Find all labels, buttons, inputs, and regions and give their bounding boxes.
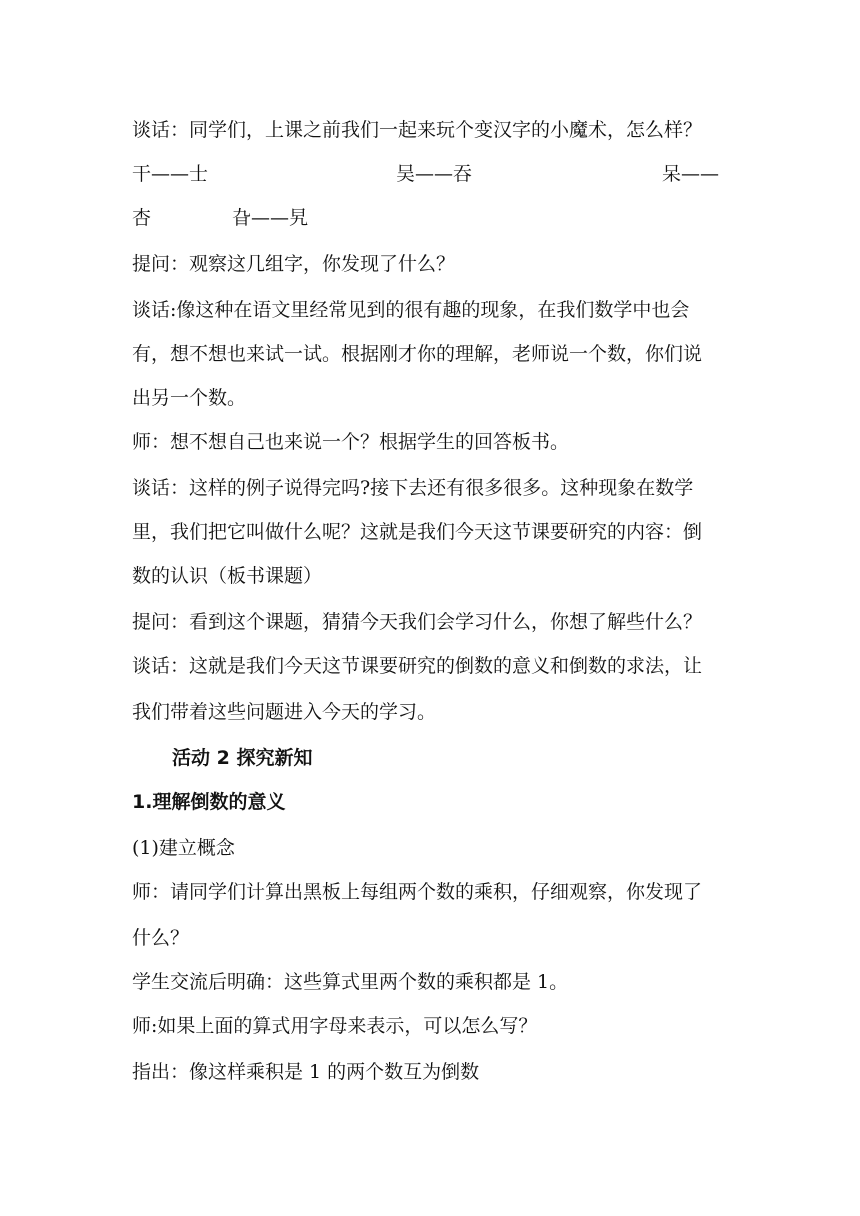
text-line: 什么？ — [132, 927, 190, 949]
text-line: 有，想不想也来试一试。根据刚才你的理解，老师说一个数，你们说 — [132, 343, 703, 365]
section-heading: 活动 2 探究新知 — [172, 747, 313, 769]
char-pair-3-end: 杏 — [132, 207, 152, 229]
char-pair-3-start: 呆—— — [662, 163, 720, 185]
text-line: 学生交流后明确：这些算式里两个数的乘积都是 1。 — [132, 971, 569, 993]
text-line: 我们带着这些问题进入今天的学习。 — [132, 701, 437, 723]
text-line: 提问：观察这几组字，你发现了什么？ — [132, 253, 456, 275]
text-line: 数的认识（板书课题） — [132, 565, 323, 587]
char-pair-1: 干——士 — [132, 163, 209, 185]
text-line: 师：想不想自己也来说一个？根据学生的回答板书。 — [132, 431, 570, 453]
char-pair-2: 吴——吞 — [396, 163, 473, 185]
text-line: (1)建立概念 — [132, 837, 235, 859]
text-line: 提问：看到这个课题，猜猜今天我们会学习什么，你想了解些什么？ — [132, 611, 703, 633]
text-line: 师：请同学们计算出黑板上每组两个数的乘积，仔细观察，你发现了 — [132, 881, 703, 903]
text-line: 谈话：这就是我们今天这节课要研究的倒数的意义和倒数的求法，让 — [132, 655, 703, 677]
text-line: 里，我们把它叫做什么呢？这就是我们今天这节课要研究的内容：倒 — [132, 521, 703, 543]
text-line: 出另一个数。 — [132, 387, 247, 409]
subsection-heading: 1.理解倒数的意义 — [132, 791, 286, 813]
text-line: 谈话：同学们，上课之前我们一起来玩个变汉字的小魔术，怎么样？ — [132, 119, 703, 141]
text-line: 谈话:像这种在语文里经常见到的很有趣的现象，在我们数学中也会 — [132, 299, 690, 321]
char-pair-4: 旮——旯 — [232, 207, 309, 229]
text-line: 师:如果上面的算式用字母来表示，可以怎么写？ — [132, 1015, 538, 1037]
text-line: 指出：像这样乘积是 1 的两个数互为倒数 — [132, 1061, 480, 1083]
text-line: 谈话：这样的例子说得完吗?接下去还有很多很多。这种现象在数学 — [132, 477, 694, 499]
